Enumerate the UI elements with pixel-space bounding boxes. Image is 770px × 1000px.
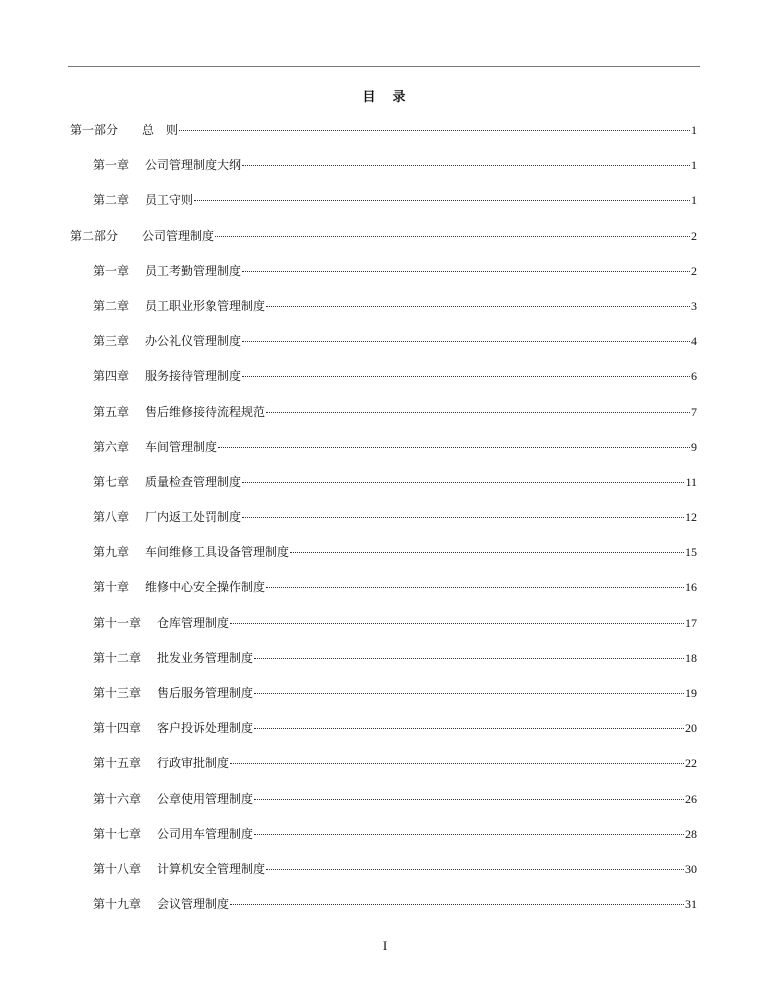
toc-entry[interactable] [70,753,697,788]
toc-entry-page: 30 [685,861,697,876]
toc-entry-number: 第十七章 [93,826,142,841]
toc-entry-number: 第二章 [93,193,130,208]
toc-entry-page: 2 [691,228,697,243]
toc-dot-leader [266,869,684,870]
toc-entry-label: 公司管理制度大纲 [145,158,242,173]
toc-entry-number: 第十九章 [93,897,142,912]
toc-dot-leader [290,552,684,553]
toc-entry-page: 1 [691,158,697,173]
toc-entry[interactable] [70,859,697,894]
toc-entry[interactable] [70,437,697,472]
toc-entry[interactable] [70,296,697,331]
toc-entry-number: 第二部分 [70,228,119,243]
toc-entry[interactable] [70,718,697,753]
toc-entry[interactable] [70,331,697,366]
toc-entry-number: 第六章 [93,439,130,454]
toc-entry[interactable] [70,366,697,401]
toc-entry-label: 质量检查管理制度 [145,474,242,489]
toc-entry[interactable] [70,226,697,261]
toc-dot-leader [179,130,690,131]
toc-entry-page: 28 [685,826,697,841]
header-rule [68,66,700,67]
toc-dot-leader [266,412,690,413]
toc-entry-number: 第八章 [93,510,130,525]
toc-entry-label: 服务接待管理制度 [145,369,242,384]
toc-entry-label: 员工守则 [145,193,194,208]
toc-entry-number: 第十五章 [93,756,142,771]
toc-dot-leader [254,799,684,800]
toc-entry-page: 3 [691,298,697,313]
toc-entry-label: 车间管理制度 [145,439,218,454]
toc-entry[interactable] [70,261,697,296]
toc-entry-label: 公司管理制度 [142,228,215,243]
toc-entry-label: 车间维修工具设备管理制度 [145,545,290,560]
toc-entry-label: 总 则 [142,123,179,137]
toc-entry-number: 第一章 [93,158,130,173]
toc-entry-label: 仓库管理制度 [157,615,230,630]
toc-entry-page: 22 [685,756,697,771]
page-number: I [382,938,388,953]
toc-entry-number: 第一部分 [70,123,119,137]
toc-entry-page: 4 [691,334,697,349]
toc-entry-page: 2 [691,263,697,278]
toc-dot-leader [230,623,684,624]
toc-entry[interactable] [70,155,697,190]
toc-entry-page: 20 [685,721,697,736]
toc-dot-leader [254,834,684,835]
toc-entry-label: 员工职业形象管理制度 [145,298,266,313]
toc-entry-number: 第十三章 [93,686,142,700]
toc-entry-number: 第十一章 [93,615,142,630]
toc-entry-number: 第九章 [93,545,130,560]
toc-entry-number: 第一章 [93,263,130,278]
toc-entry-number: 第七章 [93,474,130,489]
toc-entry-label: 客户投诉处理制度 [157,721,254,736]
toc-entry-page: 18 [685,650,697,665]
toc-entry-page: 11 [685,474,697,489]
toc-entry[interactable] [70,577,697,612]
toc-entry-page: 31 [685,897,697,912]
toc-entry-number: 第十六章 [93,791,142,806]
toc-entry[interactable] [70,824,697,859]
toc-dot-leader [242,376,690,377]
toc-dot-leader [215,236,690,237]
toc-entry-page: 6 [691,369,697,384]
toc-dot-leader [218,447,690,448]
toc-entry-page: 7 [691,404,697,419]
toc-entry-number: 第四章 [93,369,130,384]
toc-entry-number: 第十八章 [93,861,142,876]
toc-dot-leader [242,165,690,166]
toc-dot-leader [194,200,690,201]
toc-entry-label: 售后服务管理制度 [157,686,254,700]
toc-entry-page: 1 [691,193,697,208]
toc-list [70,120,697,929]
toc-entry-label: 办公礼仪管理制度 [145,334,242,349]
toc-dot-leader [254,693,684,694]
toc-dot-leader [242,271,690,272]
toc-entry-number: 第二章 [93,298,130,313]
toc-entry-number: 第十章 [93,580,130,595]
toc-dot-leader [254,728,684,729]
toc-entry[interactable] [70,472,697,507]
toc-entry-label: 批发业务管理制度 [157,650,254,665]
toc-entry[interactable] [70,613,697,648]
toc-entry-page: 12 [685,510,697,525]
toc-dot-leader [230,763,684,764]
toc-entry-number: 第三章 [93,334,130,349]
toc-entry-page: 19 [685,686,697,700]
toc-dot-leader [230,904,684,905]
toc-entry-page: 9 [691,439,697,454]
toc-entry[interactable] [70,648,697,683]
toc-entry-label: 计算机安全管理制度 [157,861,266,876]
toc-entry[interactable] [70,683,697,718]
toc-dot-leader [266,306,690,307]
toc-entry-page: 17 [685,615,697,630]
toc-entry-page: 26 [685,791,697,806]
toc-entry[interactable] [70,507,697,542]
toc-entry-label: 售后维修接待流程规范 [145,404,266,419]
toc-entry-label: 公司用车管理制度 [157,826,254,841]
toc-dot-leader [254,658,684,659]
toc-entry-number: 第十二章 [93,650,142,665]
toc-entry[interactable] [70,190,697,225]
toc-entry[interactable] [70,542,697,577]
toc-entry-label: 行政审批制度 [157,756,230,771]
toc-entry[interactable] [70,402,697,437]
toc-dot-leader [242,482,684,483]
toc-dot-leader [242,517,684,518]
toc-entry-page: 16 [685,580,697,595]
toc-title: 目 录 [362,90,408,105]
toc-entry-label: 厂内返工处罚制度 [145,510,242,525]
toc-entry-page: 15 [685,545,697,560]
toc-entry-label: 会议管理制度 [157,897,230,912]
toc-entry-label: 公章使用管理制度 [157,791,254,806]
toc-entry[interactable] [70,120,697,155]
toc-entry-number: 第十四章 [93,721,142,736]
toc-dot-leader [266,587,684,588]
toc-entry-label: 维修中心安全操作制度 [145,580,266,595]
toc-entry-page: 1 [691,123,697,137]
toc-dot-leader [242,341,690,342]
toc-entry-label: 员工考勤管理制度 [145,263,242,278]
toc-entry[interactable] [70,894,697,929]
toc-entry[interactable] [70,789,697,824]
toc-entry-number: 第五章 [93,404,130,419]
